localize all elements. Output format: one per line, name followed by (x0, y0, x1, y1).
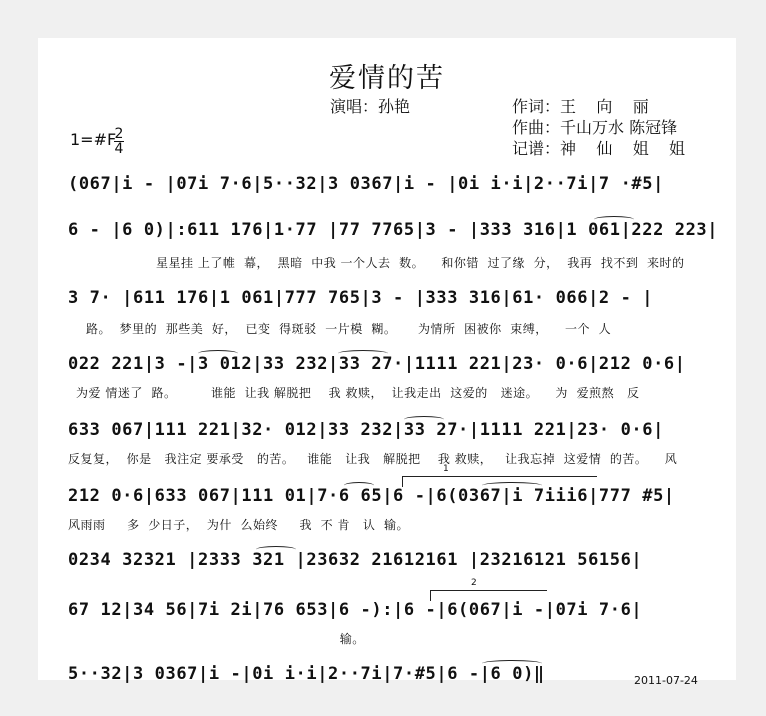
time-denominator: 4 (114, 141, 124, 157)
notation-line-2: 6 - |6 0)|:611 176|1·77 |77 7765|3 - |333 316|1 061|222 223| (68, 220, 719, 240)
notation-line-6: 212 0·6|633 067|111 01|7·6 65|6 -|6(0367|i 7iii6|777 #5| (68, 486, 675, 506)
slur (594, 216, 634, 223)
notation-line-4: 022 221|3 -|3 012|33 232|33 27·|1111 221|23· 0·6|212 0·6| (68, 354, 686, 374)
volta-1-number: 1 (443, 464, 449, 474)
lyricist-credit: 作词：王 向 丽 (512, 97, 649, 116)
lyrics-line-6: 风雨雨 多 少日子， 为什 么始终 我 不 肯 认 输。 (68, 518, 410, 532)
slur (404, 416, 444, 423)
lyrics-line-5: 反复复， 你是 我注定 要承受 的苦。 谁能 让我 解脱把 我 救赎， 让我忘掉 这爱情 的苦。 风 (68, 452, 678, 466)
composer-credit: 作曲：千山万水 陈冠锋 (512, 118, 678, 137)
lyrics-line-8: 输。 (68, 632, 365, 646)
score-sheet (38, 38, 736, 687)
slur (482, 482, 542, 489)
slur (344, 482, 374, 489)
lyrics-line-2: 星星挂 上了帷 幕， 黑暗 中我 一个人去 数。 和你错 过了缘 分， 我再 找不到 来时的 (156, 256, 685, 270)
volta-2-number: 2 (471, 578, 477, 588)
lyrics-line-3: 路。 梦里的 那些美 好， 已变 得斑驳 一片模 糊。 为情所 困被你 束缚， 一个 人 (86, 322, 612, 336)
notation-line-9: 5··32|3 0367|i -|0i i·i|2··7i|7·#5|6 -|6 0)‖ (68, 664, 545, 684)
singer-credit: 演唱：孙艳 (330, 97, 411, 116)
notation-line-8: 67 12|34 56|7i 2i|76 653|6 -):|6 -|6(067|i -|07i 7·6| (68, 600, 643, 620)
transcription-date: 2011-07-24 (634, 674, 698, 687)
time-numerator: 2 (114, 126, 124, 142)
notation-line-1: (067|i - |07i 7·6|5··32|3 0367|i - |0i i·i|2··7i|7 ·#5| (68, 174, 664, 194)
notation-line-7: 0234 32321 |2333 321 |23632 21612161 |23216121 56156| (68, 550, 643, 570)
key-signature: 1=#F (70, 130, 117, 149)
notation-line-3: 3 7· |611 176|1 061|777 765|3 - |333 316|61· 066|2 - | (68, 288, 654, 308)
time-signature (114, 127, 124, 156)
slur (198, 350, 238, 357)
slur (256, 546, 296, 553)
lyrics-line-4: 为爱 情迷了 路。 谁能 让我 解脱把 我 救赎， 让我走出 这爱的 迷途。 为 爱煎熬 反 (76, 386, 640, 400)
song-title: 爱情的苦 (329, 63, 445, 94)
slur (338, 350, 388, 357)
slur (482, 660, 542, 667)
notation-line-5: 633 067|111 221|32· 012|33 232|33 27·|1111 221|23· 0·6| (68, 420, 664, 440)
transcriber-credit: 记谱：神 仙 姐 姐 (512, 139, 686, 158)
